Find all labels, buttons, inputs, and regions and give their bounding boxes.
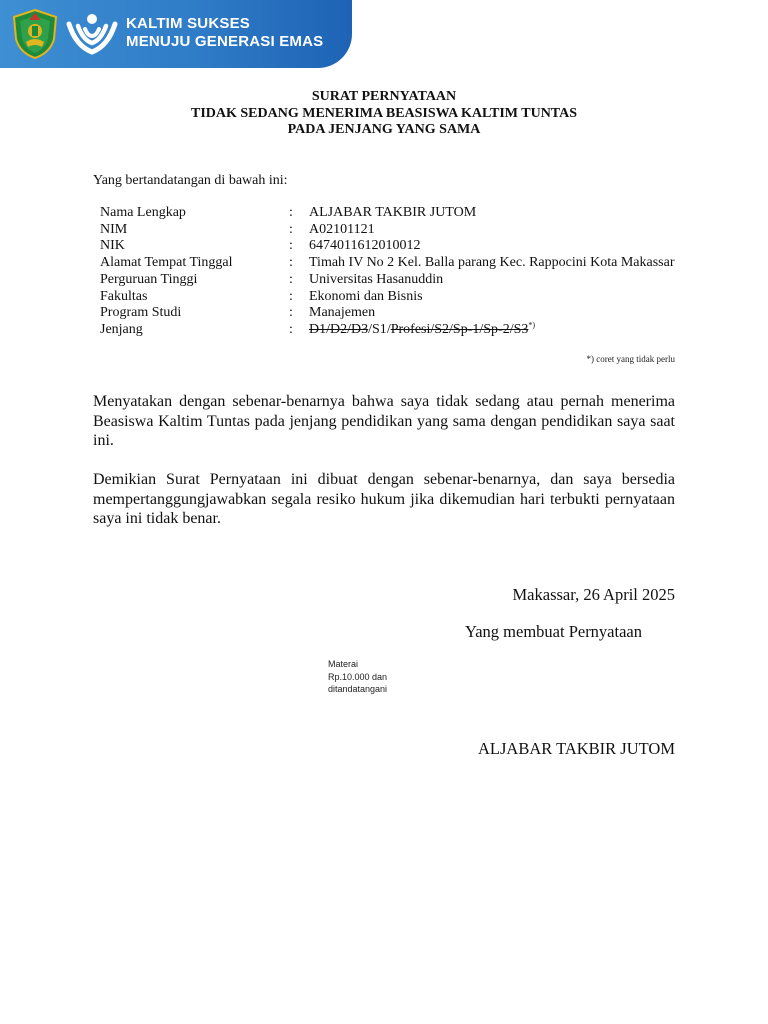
row-label: NIK	[100, 238, 125, 254]
jenjang-value	[309, 322, 675, 339]
jenjang-struck-after: Profesi/S2/Sp-1/Sp-2/S3	[390, 321, 529, 337]
brand-line-1: KALTIM SUKSES	[126, 15, 250, 32]
row-value: A02101121	[309, 221, 375, 237]
jenjang-slash: /	[386, 321, 391, 337]
row-value: Universitas Hasanuddin	[309, 271, 444, 287]
stamp-placeholder	[328, 658, 387, 696]
header-banner	[0, 0, 352, 68]
jenjang-slash: /	[368, 321, 373, 337]
jenjang-selected: S1	[372, 321, 387, 337]
title-line-2: TIDAK SEDANG MENERIMA BEASISWA KALTIM TUNTAS	[191, 105, 577, 121]
intro-text: Yang bertandatangan di bawah ini:	[93, 173, 288, 188]
row-colon: :	[289, 288, 293, 304]
brand-line-2: MENUJU GENERASI EMAS	[126, 33, 324, 50]
identity-row-jenjang	[100, 322, 675, 339]
identity-row-faculty	[100, 289, 675, 306]
footnote: *) coret yang tidak perlu	[586, 354, 675, 364]
row-label: Alamat Tempat Tinggal	[100, 255, 233, 271]
row-value: Ekonomi dan Bisnis	[309, 288, 423, 304]
row-value: 6474011612010012	[309, 238, 421, 254]
signatory-caption: Yang membuat Pernyataan	[464, 622, 642, 641]
row-colon: :	[289, 205, 293, 220]
brand-text	[126, 15, 323, 51]
row-label: Perguruan Tinggi	[100, 271, 198, 287]
kaltim-crest-logo	[12, 9, 58, 59]
identity-row-nik	[100, 238, 675, 255]
row-value: Manajemen	[309, 305, 376, 321]
jenjang-struck-before: D1/D2/D3	[309, 321, 369, 337]
row-label: Fakultas	[100, 288, 148, 304]
stamp-line-1: Materai	[328, 659, 359, 669]
row-colon: :	[289, 238, 293, 254]
statement-paragraph: Menyatakan dengan sebenar-benarnya bahwa saya tidak sedang atau pernah menerima Beasiswa Kaltim Tuntas pada jenjang pendidikan yang sama dengan pendidikan saya saat ini.	[93, 393, 675, 449]
row-label: Jenjang	[100, 321, 143, 337]
identity-row-nim	[100, 222, 675, 239]
footnote-marker: *)	[528, 320, 536, 330]
place-date: Makassar, 26 April 2025	[512, 585, 675, 604]
stamp-line-3: ditandatangani	[328, 684, 388, 694]
row-colon: :	[289, 221, 293, 237]
row-colon: :	[289, 321, 293, 337]
row-colon: :	[289, 255, 293, 271]
title-line-1: SURAT PERNYATAAN	[311, 89, 457, 104]
row-colon: :	[289, 305, 293, 321]
identity-row-program	[100, 305, 675, 322]
row-label: Nama Lengkap	[100, 205, 186, 220]
row-value: Timah IV No 2 Kel. Balla parang Kec. Rappocini Kota Makassar	[309, 255, 675, 271]
stamp-line-2: Rp.10.000 dan	[328, 671, 388, 682]
identity-table	[100, 205, 675, 339]
signatory-name: ALJABAR TAKBIR JUTOM	[477, 739, 675, 758]
document-title	[93, 89, 675, 139]
title-line-3: PADA JENJANG YANG SAMA	[287, 122, 481, 137]
row-value: ALJABAR TAKBIR JUTOM	[309, 205, 477, 220]
generasi-emas-logo	[66, 12, 118, 56]
identity-row-address	[100, 255, 675, 272]
closing-paragraph: Demikian Surat Pernyataan ini dibuat dengan sebenar-benarnya, dan saya bersedia mempertanggungjawabkan segala resiko hukum jika dikemudian hari terbukti pernyataan saya ini tidak benar.	[93, 471, 675, 527]
identity-row-university	[100, 272, 675, 289]
row-label: Program Studi	[100, 305, 182, 321]
row-colon: :	[289, 271, 293, 287]
row-label: NIM	[100, 221, 128, 237]
identity-row-name	[100, 205, 675, 222]
